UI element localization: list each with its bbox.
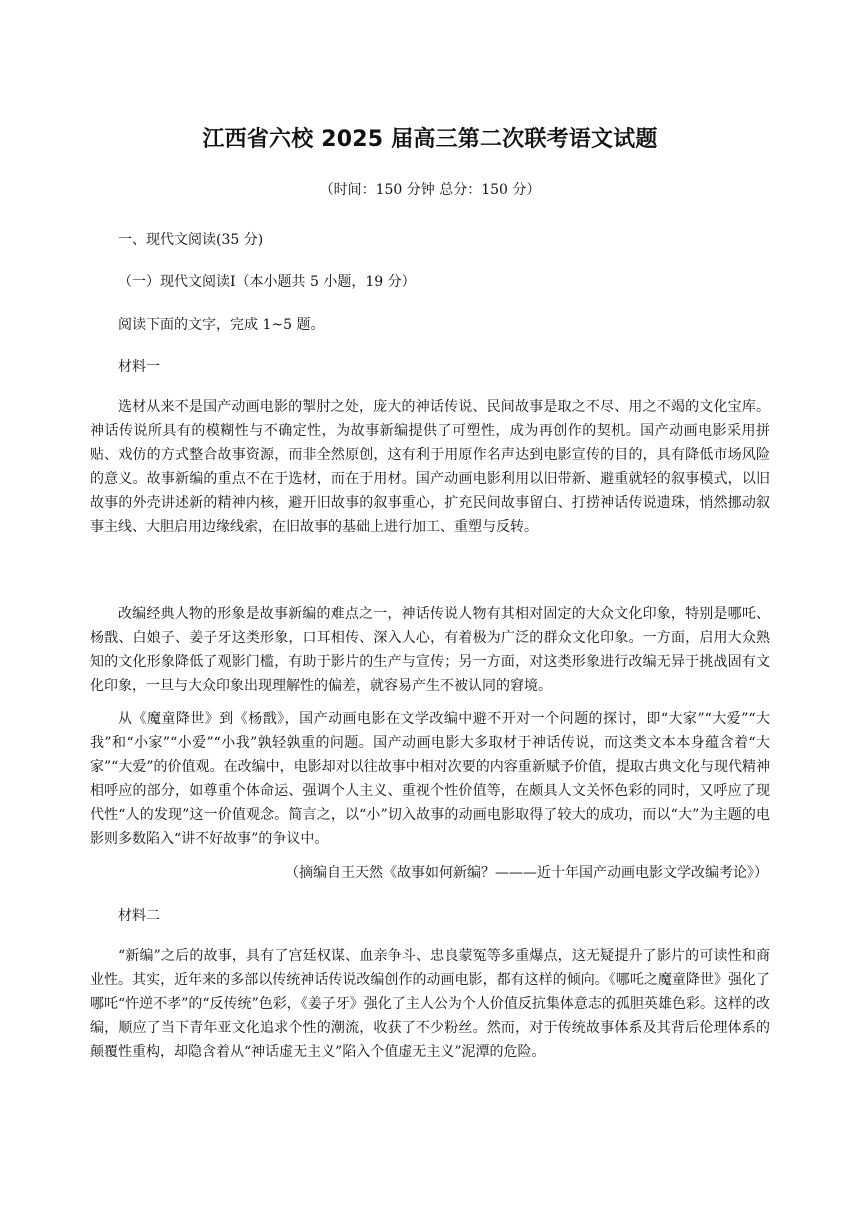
exam-title: 江西省六校 2025 届高三第二次联考语文试题 bbox=[202, 127, 658, 152]
reading-instruction: 阅读下面的文字，完成 1~5 题。 bbox=[118, 317, 325, 333]
material-one-label: 材料一 bbox=[118, 359, 160, 375]
section-heading: 一、现代文阅读(35 分) bbox=[118, 232, 264, 248]
subsection-heading: （一）现代文阅读Ⅰ（本小题共 5 小题，19 分） bbox=[118, 274, 416, 290]
paragraph-4: “新编”之后的故事，具有了宫廷权谋、血亲争斗、忠良蒙冤等多重爆点，这无疑提升了影片的可读性和商业性。其实，近年来的多部以传统神话传说改编创作的动画电影，都有这样的倾向。《哪吒之魔童降世》强化了哪吒“忤逆不孝”的“反传统”色彩，《姜子牙》强化了主人公为个人价值反抗集体意志的孤胆英雄色彩。这样的改编，顺应了当下青年亚文化追求个性的潮流，收获了不少粉丝。然而，对于传统故事体系及其背后伦理体系的颠覆性重构，却隐含着从“神话虚无主义”陷入个值虚无主义”泥潭的危险。 bbox=[90, 948, 770, 1060]
exam-time-score: （时间：150 分钟 总分：150 分） bbox=[319, 182, 541, 198]
paragraph-1: 选材从来不是国产动画电影的掣肘之处，庞大的神话传说、民间故事是取之不尽、用之不竭的文化宝库。神话传说所具有的模糊性与不确定性，为故事新编提供了可塑性，成为再创作的契机。国产动画电影采用拼贴、戏仿的方式整合故事资源，而非全然原创，这有利于用原作名声达到电影宣传的目的，具有降低市场风险的意义。故事新编的重点不在于选材，而在于用材。国产动画电影利用以旧带新、避重就轻的叙事模式，以旧故事的外壳讲述新的精神内核，避开旧故事的叙事重心，扩充民间故事留白、打捞神话传说遗珠，悄然挪动叙事主线、大胆启用边缘线索，在旧故事的基础上进行加工、重塑与反转。 bbox=[90, 399, 770, 535]
material-one-source: （摘编自王天然《故事如何新编？———近十年国产动画电影文学改编考论》） bbox=[285, 865, 768, 881]
material-two-label: 材料二 bbox=[118, 908, 160, 924]
paragraph-3: 从《魔童降世》到《杨戬》，国产动画电影在文学改编中避不开对一个问题的探讨，即“大家”“大爱”“大我”和“小家”“小爱”“小我”孰轻孰重的问题。国产动画电影大多取材于神话传说，而这类文本本身蕴含着“大家”“大爱”的价值观。在改编中，电影却对以往故事中相对次要的内容重新赋予价值，提取古典文化与现代精神相呼应的部分，如尊重个体命运、强调个人主义、重视个性价值等，在颇具人文关怀色彩的同时，又呼应了现代性“人的发现”这一价值观念。简言之，以“小”切入故事的动画电影取得了较大的成功，而以“大”为主题的电影则多数陷入“讲不好故事”的争议中。 bbox=[90, 711, 770, 847]
paragraph-2: 改编经典人物的形象是故事新编的难点之一，神话传说人物有其相对固定的大众文化印象，特别是哪吒、杨戬、白娘子、姜子牙这类形象，口耳相传、深入人心，有着极为广泛的群众文化印象。一方面，启用大众熟知的文化形象降低了观影门槛，有助于影片的生产与宣传；另一方面，对这类形象进行改编无异于挑战固有文化印象，一旦与大众印象出现理解性的偏差，就容易产生不被认同的窘境。 bbox=[90, 606, 770, 694]
